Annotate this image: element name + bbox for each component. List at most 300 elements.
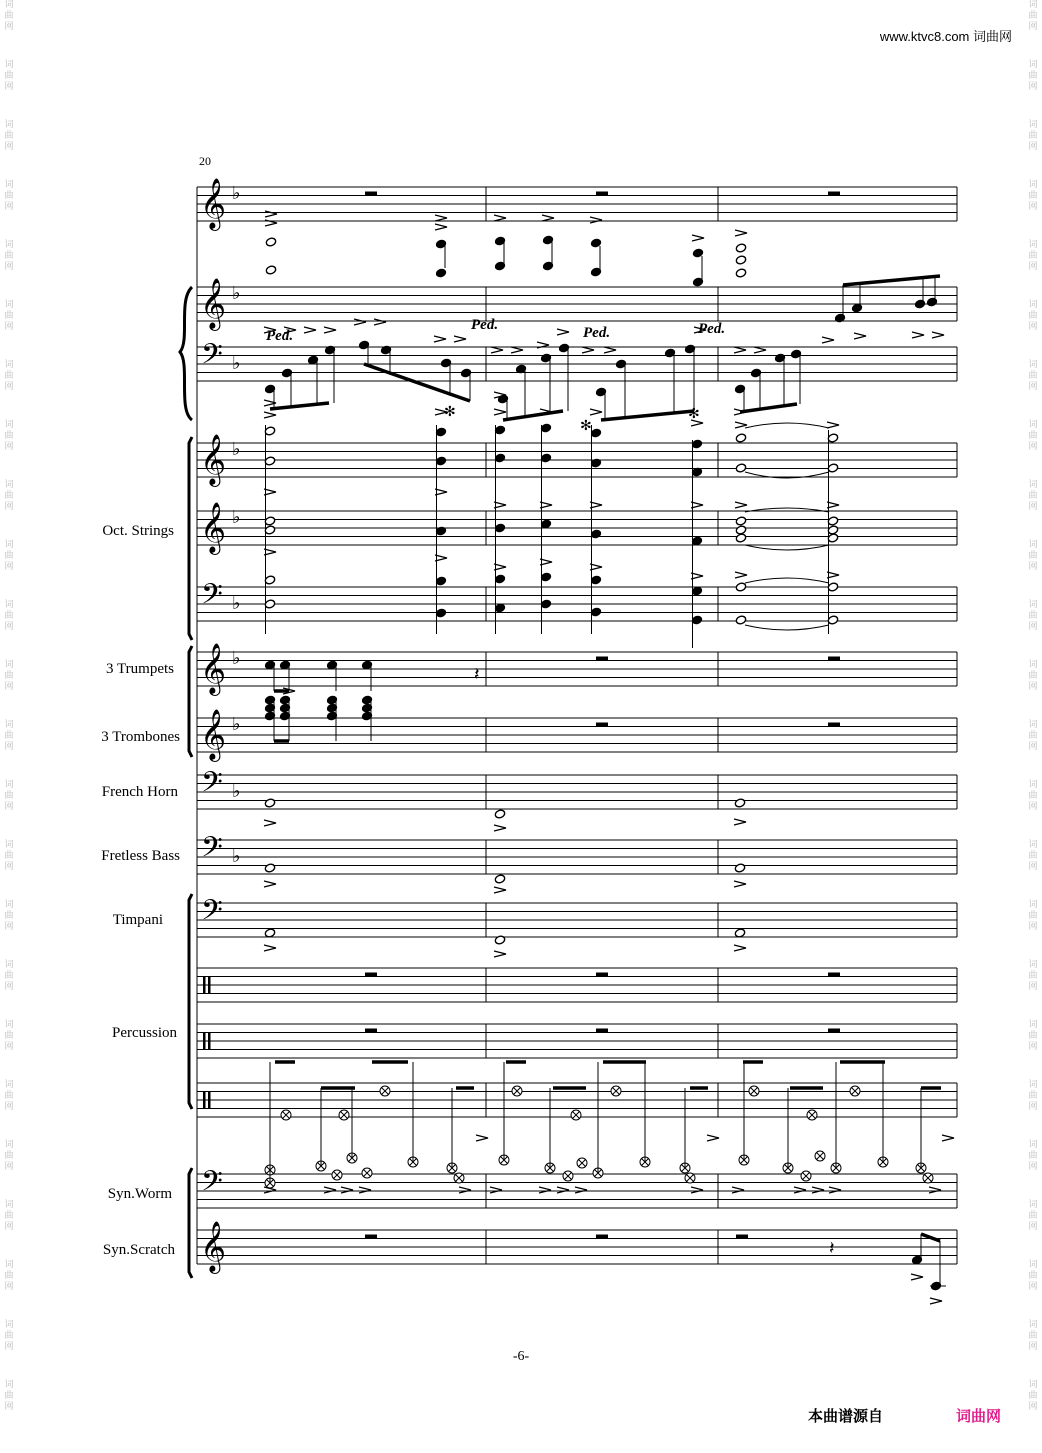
watermark-char: 词: [1028, 540, 1038, 550]
watermark-char: 词: [4, 1260, 14, 1270]
note-beam: [843, 276, 940, 285]
watermark-char: 词: [1028, 1140, 1038, 1150]
watermark-char: 网: [1028, 682, 1038, 692]
whole-rest-icon: [596, 1235, 608, 1239]
treble-clef-icon: 𝄞: [200, 179, 227, 228]
percussion-clef-icon: [208, 1032, 211, 1050]
bracket-icon: [189, 1168, 192, 1278]
half-note-head: [734, 798, 745, 808]
accent-icon: [264, 945, 276, 951]
staff-fretless-bass: [197, 840, 957, 874]
staff-french-horn: [197, 775, 957, 809]
accent-icon: [734, 881, 746, 887]
accent-icon: [942, 1135, 954, 1141]
accent-icon: [735, 422, 747, 428]
watermark-char: 网: [4, 502, 14, 512]
flat-icon: ♭: [232, 439, 241, 459]
watermark-char: 网: [1028, 742, 1038, 752]
watermark-char: 词: [1028, 480, 1038, 490]
watermark-char: 网: [1028, 202, 1038, 212]
whole-rest-icon: [596, 973, 608, 977]
percussion-clef-icon: [208, 1091, 211, 1109]
header-site-text: www.ktvc8.com 词曲网: [879, 29, 1012, 44]
bracket-icon: [189, 646, 192, 757]
watermark-char: 词: [1028, 420, 1038, 430]
staff-timpani: [197, 903, 957, 937]
half-note-head: [265, 237, 276, 247]
accent-icon: [511, 347, 523, 353]
watermark-char: 网: [1028, 862, 1038, 872]
watermark-char: 网: [1028, 82, 1038, 92]
half-note-head: [735, 463, 746, 473]
watermark-char: 网: [4, 82, 14, 92]
accent-icon: [735, 502, 747, 508]
watermark-char: 曲: [1028, 491, 1038, 501]
accent-icon: [324, 1187, 336, 1193]
whole-rest-icon: [365, 1235, 377, 1239]
watermark-char: 网: [1028, 142, 1038, 152]
watermark-char: 曲: [1028, 1091, 1038, 1101]
x-note-head-icon: [512, 1086, 522, 1096]
x-note-head-icon: [815, 1151, 825, 1161]
watermark-char: 词: [1028, 960, 1038, 970]
pedal-mark: Ped.: [583, 325, 611, 341]
accent-icon: [542, 215, 554, 221]
accent-icon: [794, 1187, 806, 1193]
x-note-head-icon: [339, 1110, 349, 1120]
half-note-head: [735, 525, 746, 535]
watermark-char: 曲: [4, 191, 14, 201]
watermark-char: 网: [1028, 802, 1038, 812]
watermark-char: 网: [4, 862, 14, 872]
watermark-char: 曲: [1028, 911, 1038, 921]
watermark-char: 词: [1028, 600, 1038, 610]
watermark-char: 曲: [4, 1031, 14, 1041]
watermark-char: 曲: [4, 491, 14, 501]
watermark-char: 词: [4, 1140, 14, 1150]
note-beam: [270, 403, 329, 409]
half-note-head: [265, 265, 276, 275]
watermark-char: 曲: [1028, 1211, 1038, 1221]
watermark-char: 词: [1028, 900, 1038, 910]
treble-clef-icon: 𝄞: [200, 1222, 227, 1271]
piano-brace-icon: [180, 287, 192, 420]
label-trombones: 3 Trombones: [101, 729, 180, 745]
treble-clef-icon: 𝄞: [200, 503, 227, 552]
note-beam: [364, 364, 470, 401]
staff-trumpets: [197, 652, 957, 686]
watermark-char: 曲: [1028, 671, 1038, 681]
accent-icon: [911, 1274, 923, 1280]
watermark-char: 词: [4, 960, 14, 970]
note-head: [914, 299, 925, 309]
watermark-char: 曲: [4, 971, 14, 981]
accent-icon: [434, 336, 446, 342]
watermark-char: 词: [4, 1380, 14, 1390]
pedal-mark: Ped.: [266, 328, 294, 344]
watermark-char: 曲: [1028, 731, 1038, 741]
accent-icon: [264, 881, 276, 887]
accent-icon: [494, 409, 506, 415]
watermark-char: 词: [1028, 720, 1038, 730]
watermark-char: 词: [1028, 1200, 1038, 1210]
watermark-char: 网: [4, 22, 14, 32]
flat-icon: ♭: [232, 283, 241, 303]
footer-site-link[interactable]: 词曲网: [956, 1408, 1002, 1425]
accent-icon: [575, 1187, 587, 1193]
watermark-char: 网: [1028, 1402, 1038, 1412]
watermark-char: 词: [1028, 1020, 1038, 1030]
watermark-char: 网: [1028, 562, 1038, 572]
watermark-char: 曲: [1028, 371, 1038, 381]
treble-clef-icon: 𝄞: [200, 710, 227, 759]
watermark-char: 曲: [4, 311, 14, 321]
whole-rest-icon: [596, 1029, 608, 1033]
half-note-head: [735, 433, 746, 443]
watermark-char: 词: [1028, 840, 1038, 850]
note-beam: [921, 1234, 940, 1241]
accent-icon: [692, 235, 704, 241]
note-beam: [503, 411, 563, 420]
percussion-clef-icon: [203, 1032, 206, 1050]
watermark-char: 曲: [4, 1331, 14, 1341]
x-note-head-icon: [571, 1110, 581, 1120]
accent-icon: [827, 422, 839, 428]
flat-icon: ♭: [232, 781, 241, 801]
accent-icon: [735, 572, 747, 578]
watermark-char: 网: [4, 1102, 14, 1112]
watermark-char: 词: [4, 600, 14, 610]
watermark-char: 网: [1028, 262, 1038, 272]
quarter-rest-icon: 𝄽: [474, 664, 480, 684]
whole-rest-icon: [365, 1029, 377, 1033]
accent-icon: [494, 887, 506, 893]
half-note-head: [735, 268, 746, 278]
accent-icon: [557, 329, 569, 335]
watermark-char: 网: [4, 142, 14, 152]
watermark-char: 曲: [4, 671, 14, 681]
watermark-char: 词: [4, 660, 14, 670]
whole-rest-icon: [365, 192, 377, 196]
half-note-head: [735, 255, 746, 265]
watermark-char: 曲: [1028, 11, 1038, 21]
pedal-mark: Ped.: [471, 317, 499, 333]
accent-icon: [734, 819, 746, 825]
watermark-char: 网: [4, 1222, 14, 1232]
pedal-mark: Ped.: [698, 321, 726, 337]
flat-icon: ♭: [232, 593, 241, 613]
accent-icon: [930, 1298, 942, 1304]
watermark-char: 词: [4, 840, 14, 850]
flat-icon: ♭: [232, 507, 241, 527]
accent-icon: [454, 336, 466, 342]
watermark-char: 词: [1028, 60, 1038, 70]
accent-icon: [324, 327, 336, 333]
watermark-char: 词: [4, 300, 14, 310]
watermark-char: 曲: [4, 851, 14, 861]
whole-rest-icon: [828, 973, 840, 977]
label-trumpets: 3 Trumpets: [106, 661, 174, 677]
x-note-head-icon: [577, 1158, 587, 1168]
watermark-char: 词: [1028, 1260, 1038, 1270]
staff-strings-3: [197, 587, 957, 621]
flat-icon: ♭: [232, 353, 241, 373]
watermark-char: 词: [4, 420, 14, 430]
pedal-release-icon: ✻: [580, 419, 592, 434]
accent-icon: [829, 1187, 841, 1193]
accent-icon: [734, 945, 746, 951]
watermark-char: 词: [4, 360, 14, 370]
watermark-char: 网: [4, 742, 14, 752]
accent-icon: [732, 1187, 744, 1193]
watermark-char: 词: [1028, 240, 1038, 250]
accent-icon: [264, 412, 276, 418]
watermark-char: 网: [4, 202, 14, 212]
watermark-char: 词: [4, 120, 14, 130]
watermark-char: 曲: [4, 251, 14, 261]
watermark-char: 曲: [1028, 551, 1038, 561]
accent-icon: [264, 820, 276, 826]
accent-icon: [707, 1135, 719, 1141]
pedal-release-icon: ✻: [444, 405, 456, 420]
measure-number: 20: [199, 154, 211, 168]
watermark-char: 曲: [1028, 851, 1038, 861]
watermark-char: 曲: [4, 371, 14, 381]
whole-rest-icon: [596, 723, 608, 727]
x-note-head-icon: [281, 1110, 291, 1120]
watermark-char: 词: [4, 900, 14, 910]
watermark-char: 曲: [1028, 71, 1038, 81]
watermark-char: 曲: [4, 1211, 14, 1221]
half-note-head: [735, 533, 746, 543]
watermark-char: 网: [4, 382, 14, 392]
watermark-char: 网: [4, 1282, 14, 1292]
x-note-head-icon: [923, 1173, 933, 1183]
half-note-head: [494, 935, 505, 945]
watermark-char: 曲: [4, 11, 14, 21]
half-note-head: [735, 243, 746, 253]
watermark-char: 词: [4, 720, 14, 730]
bass-clef-icon: 𝄢: [201, 340, 223, 377]
half-note-head: [494, 874, 505, 884]
watermark-char: 词: [1028, 660, 1038, 670]
bass-clef-icon: 𝄢: [201, 580, 223, 617]
watermark-char: 网: [4, 1042, 14, 1052]
note-head: [435, 268, 446, 278]
watermark-char: 词: [1028, 300, 1038, 310]
watermark-char: 曲: [4, 791, 14, 801]
half-note-head: [735, 516, 746, 526]
watermark-char: 曲: [4, 131, 14, 141]
accent-icon: [929, 1187, 941, 1193]
whole-rest-icon: [736, 1235, 748, 1239]
whole-rest-icon: [828, 1029, 840, 1033]
treble-clef-icon: 𝄞: [200, 279, 227, 328]
note-beam: [740, 404, 797, 412]
watermark-char: 词: [1028, 120, 1038, 130]
watermark-char: 词: [4, 1080, 14, 1090]
quarter-rest-icon: 𝄽: [829, 1238, 835, 1258]
x-note-head-icon: [749, 1086, 759, 1096]
watermark-char: 词: [1028, 360, 1038, 370]
percussion-clef-icon: [208, 976, 211, 994]
watermark-char: 词: [4, 1320, 14, 1330]
accent-icon: [494, 215, 506, 221]
watermark-char: 词: [4, 0, 14, 10]
label-timpani: Timpani: [112, 912, 163, 928]
watermark-char: 网: [4, 1402, 14, 1412]
flat-icon: ♭: [232, 648, 241, 668]
watermark-char: 词: [4, 1200, 14, 1210]
watermark-char: 词: [1028, 1320, 1038, 1330]
x-note-head-icon: [563, 1171, 573, 1181]
watermark-char: 曲: [4, 731, 14, 741]
watermark-char: 网: [4, 982, 14, 992]
x-note-head-icon: [611, 1086, 621, 1096]
bass-clef-icon: 𝄢: [201, 896, 223, 933]
bass-clef-icon: 𝄢: [201, 833, 223, 870]
staff-syn-scratch: [197, 1230, 957, 1264]
watermark-char: 网: [4, 682, 14, 692]
percussion-clef-icon: [203, 1091, 206, 1109]
flat-icon: ♭: [232, 714, 241, 734]
x-note-head-icon: [362, 1168, 372, 1178]
note-beam: [601, 411, 694, 420]
staff-strings-2: [197, 511, 957, 545]
watermark-char: 词: [4, 60, 14, 70]
accent-icon: [734, 347, 746, 353]
watermark-char: 词: [4, 480, 14, 490]
watermark-char: 网: [4, 442, 14, 452]
watermark-char: 网: [1028, 322, 1038, 332]
watermark-char: 网: [4, 922, 14, 932]
watermark-char: 网: [1028, 22, 1038, 32]
bass-clef-icon: 𝄢: [201, 1167, 223, 1204]
accent-icon: [590, 217, 602, 223]
accent-icon: [854, 333, 866, 339]
accent-icon: [604, 347, 616, 353]
accent-icon: [491, 347, 503, 353]
x-note-head-icon: [850, 1086, 860, 1096]
watermark-char: 曲: [4, 71, 14, 81]
watermark-char: 曲: [4, 1151, 14, 1161]
x-note-head-icon: [454, 1173, 464, 1183]
whole-rest-icon: [828, 657, 840, 661]
x-note-head-icon: [380, 1086, 390, 1096]
watermark-char: 词: [4, 540, 14, 550]
footer-source-label: 本曲谱源自: [808, 1408, 884, 1425]
bracket-icon: [189, 894, 192, 1109]
watermark-char: 网: [4, 262, 14, 272]
treble-clef-icon: 𝄞: [200, 435, 227, 484]
note-head: [926, 297, 937, 307]
watermark-char: 曲: [4, 1391, 14, 1401]
tie: [745, 545, 829, 550]
watermark-char: 网: [4, 622, 14, 632]
watermark-char: 词: [1028, 0, 1038, 10]
tie: [745, 423, 829, 428]
accent-icon: [539, 1187, 551, 1193]
accent-icon: [476, 1135, 488, 1141]
percussion-clef-icon: [203, 976, 206, 994]
staff-trombones: [197, 718, 957, 752]
watermark-char: 网: [1028, 502, 1038, 512]
label-fretless-bass: Fretless Bass: [101, 848, 180, 864]
whole-rest-icon: [365, 973, 377, 977]
accent-icon: [494, 825, 506, 831]
accent-icon: [341, 1187, 353, 1193]
bass-clef-icon: 𝄢: [201, 768, 223, 805]
flat-icon: ♭: [232, 183, 241, 203]
accent-icon: [435, 215, 447, 221]
watermark-char: 网: [1028, 1222, 1038, 1232]
watermark-char: 曲: [1028, 131, 1038, 141]
half-note-head: [264, 863, 275, 873]
watermark-char: 网: [4, 1342, 14, 1352]
whole-rest-icon: [828, 192, 840, 196]
watermark-char: 网: [1028, 1042, 1038, 1052]
note-head: [834, 313, 845, 323]
accent-icon: [374, 319, 386, 325]
accent-icon: [590, 409, 602, 415]
watermark-char: 曲: [1028, 1391, 1038, 1401]
watermark-char: 曲: [1028, 1031, 1038, 1041]
x-note-head-icon: [332, 1170, 342, 1180]
label-oct-strings: Oct. Strings: [102, 523, 174, 539]
watermark-char: 网: [1028, 982, 1038, 992]
whole-rest-icon: [596, 192, 608, 196]
accent-icon: [264, 1187, 276, 1193]
watermark-char: 曲: [1028, 191, 1038, 201]
staff-vocal: [197, 187, 957, 221]
watermark-char: 网: [1028, 1162, 1038, 1172]
watermark-char: 曲: [1028, 311, 1038, 321]
accent-icon: [354, 319, 366, 325]
watermark-char: 词: [1028, 180, 1038, 190]
watermark-char: 词: [4, 780, 14, 790]
watermark-char: 曲: [1028, 1151, 1038, 1161]
watermark-char: 曲: [1028, 971, 1038, 981]
x-note-head-icon: [801, 1171, 811, 1181]
whole-rest-icon: [596, 657, 608, 661]
accent-icon: [822, 337, 834, 343]
watermark-char: 曲: [4, 1271, 14, 1281]
watermark-char: 词: [1028, 1080, 1038, 1090]
staff-syn-worm: [197, 1174, 957, 1208]
treble-clef-icon: 𝄞: [200, 644, 227, 693]
accent-icon: [812, 1187, 824, 1193]
pedal-release-icon: ✻: [688, 407, 700, 422]
half-note-head: [735, 615, 746, 625]
watermark-char: 曲: [4, 911, 14, 921]
accent-icon: [912, 332, 924, 338]
watermark-char: 网: [4, 322, 14, 332]
watermark-char: 网: [1028, 922, 1038, 932]
watermark-char: 网: [1028, 442, 1038, 452]
accent-icon: [490, 1187, 502, 1193]
half-note-head: [735, 582, 746, 592]
label-french-horn: French Horn: [101, 784, 178, 800]
accent-icon: [754, 347, 766, 353]
staff-perc-2: [197, 1024, 957, 1058]
watermark-char: 曲: [1028, 611, 1038, 621]
watermark-char: 网: [1028, 1282, 1038, 1292]
accent-icon: [265, 211, 277, 217]
page-number: -6-: [512, 1349, 530, 1364]
watermark-char: 词: [4, 240, 14, 250]
label-syn-worm: Syn.Worm: [107, 1186, 172, 1202]
staff-perc-1: [197, 968, 957, 1002]
